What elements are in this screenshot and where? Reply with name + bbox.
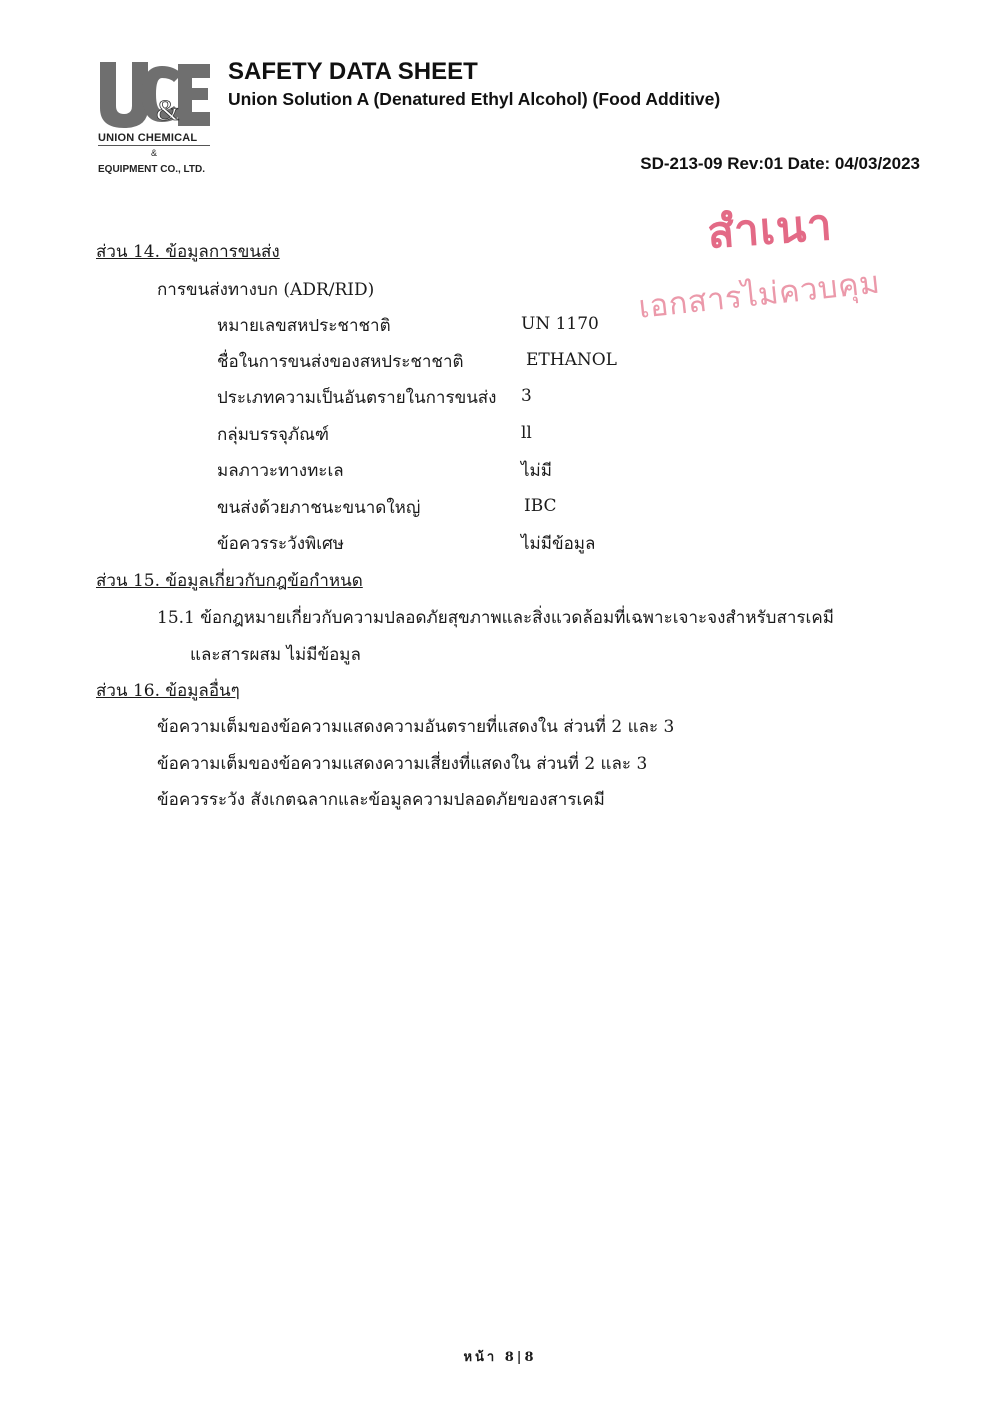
section-15-heading: ส่วน 15. ข้อมูลเกี่ยวกับกฎข้อกำหนด xyxy=(96,571,363,591)
section-16-line3: ข้อควรระวัง สังเกตฉลากและข้อมูลความปลอดภัยของสารเคมี xyxy=(157,790,605,810)
packing-group-value: ll xyxy=(521,423,532,443)
un-number-value: UN 1170 xyxy=(521,314,599,334)
hazard-class-label: ประเภทความเป็นอันตรายในการขนส่ง xyxy=(217,388,497,408)
shipping-name-label: ชื่อในการขนส่งของสหประชาชาติ xyxy=(217,352,464,372)
un-number-label: หมายเลขสหประชาชาติ xyxy=(217,316,391,336)
hazard-class-value: 3 xyxy=(521,386,532,406)
section-15-line1: 15.1 ข้อกฎหมายเกี่ยวกับความปลอดภัยสุขภาพและสิ่งแวดล้อมที่เฉพาะเจาะจงสำหรับสารเคมี xyxy=(157,608,834,628)
section-15-line2: และสารผสม ไม่มีข้อมูล xyxy=(190,645,361,665)
logo-line3: EQUIPMENT CO., LTD. xyxy=(98,164,206,175)
marine-pollutant-value: ไม่มี xyxy=(521,461,552,481)
special-precautions-value: ไม่มีข้อมูล xyxy=(521,534,596,554)
special-precautions-label: ข้อควรระวังพิเศษ xyxy=(217,534,345,554)
logo-line2: & xyxy=(150,148,157,158)
document-title: SAFETY DATA SHEET xyxy=(228,58,478,85)
document-reference: SD-213-09 Rev:01 Date: 04/03/2023 xyxy=(640,154,920,173)
company-logo xyxy=(98,60,212,180)
section-16-line1: ข้อความเต็มของข้อความแสดงความอันตรายที่แสดงใน ส่วนที่ 2 และ 3 xyxy=(157,717,675,737)
packing-group-label: กลุ่มบรรจุภัณฑ์ xyxy=(217,425,330,445)
svg-text:&: & xyxy=(156,94,180,127)
section-14-subheading: การขนส่งทางบก (ADR/RID) xyxy=(157,280,375,300)
bulk-transport-value: IBC xyxy=(524,496,557,516)
copy-stamp: สำเนา xyxy=(705,199,835,259)
uce-monogram-icon xyxy=(98,60,212,130)
document-subtitle: Union Solution A (Denatured Ethyl Alcohol) (Food Additive) xyxy=(228,89,721,109)
section-16-heading: ส่วน 16. ข้อมูลอื่นๆ xyxy=(96,681,240,701)
uncontrolled-stamp: เอกสารไม่ควบคุม xyxy=(636,264,882,326)
section-14-heading: ส่วน 14. ข้อมูลการขนส่ง xyxy=(96,242,280,262)
logo-line1: UNION CHEMICAL xyxy=(98,132,198,144)
marine-pollutant-label: มลภาวะทางทะเล xyxy=(217,461,344,481)
bulk-transport-label: ขนส่งด้วยภาชนะขนาดใหญ่ xyxy=(217,498,421,518)
page-number: หน้า 8|8 xyxy=(463,1350,537,1365)
section-16-line2: ข้อความเต็มของข้อความแสดงความเสี่ยงที่แสดงใน ส่วนที่ 2 และ 3 xyxy=(157,754,648,774)
shipping-name-value: ETHANOL xyxy=(526,350,617,370)
